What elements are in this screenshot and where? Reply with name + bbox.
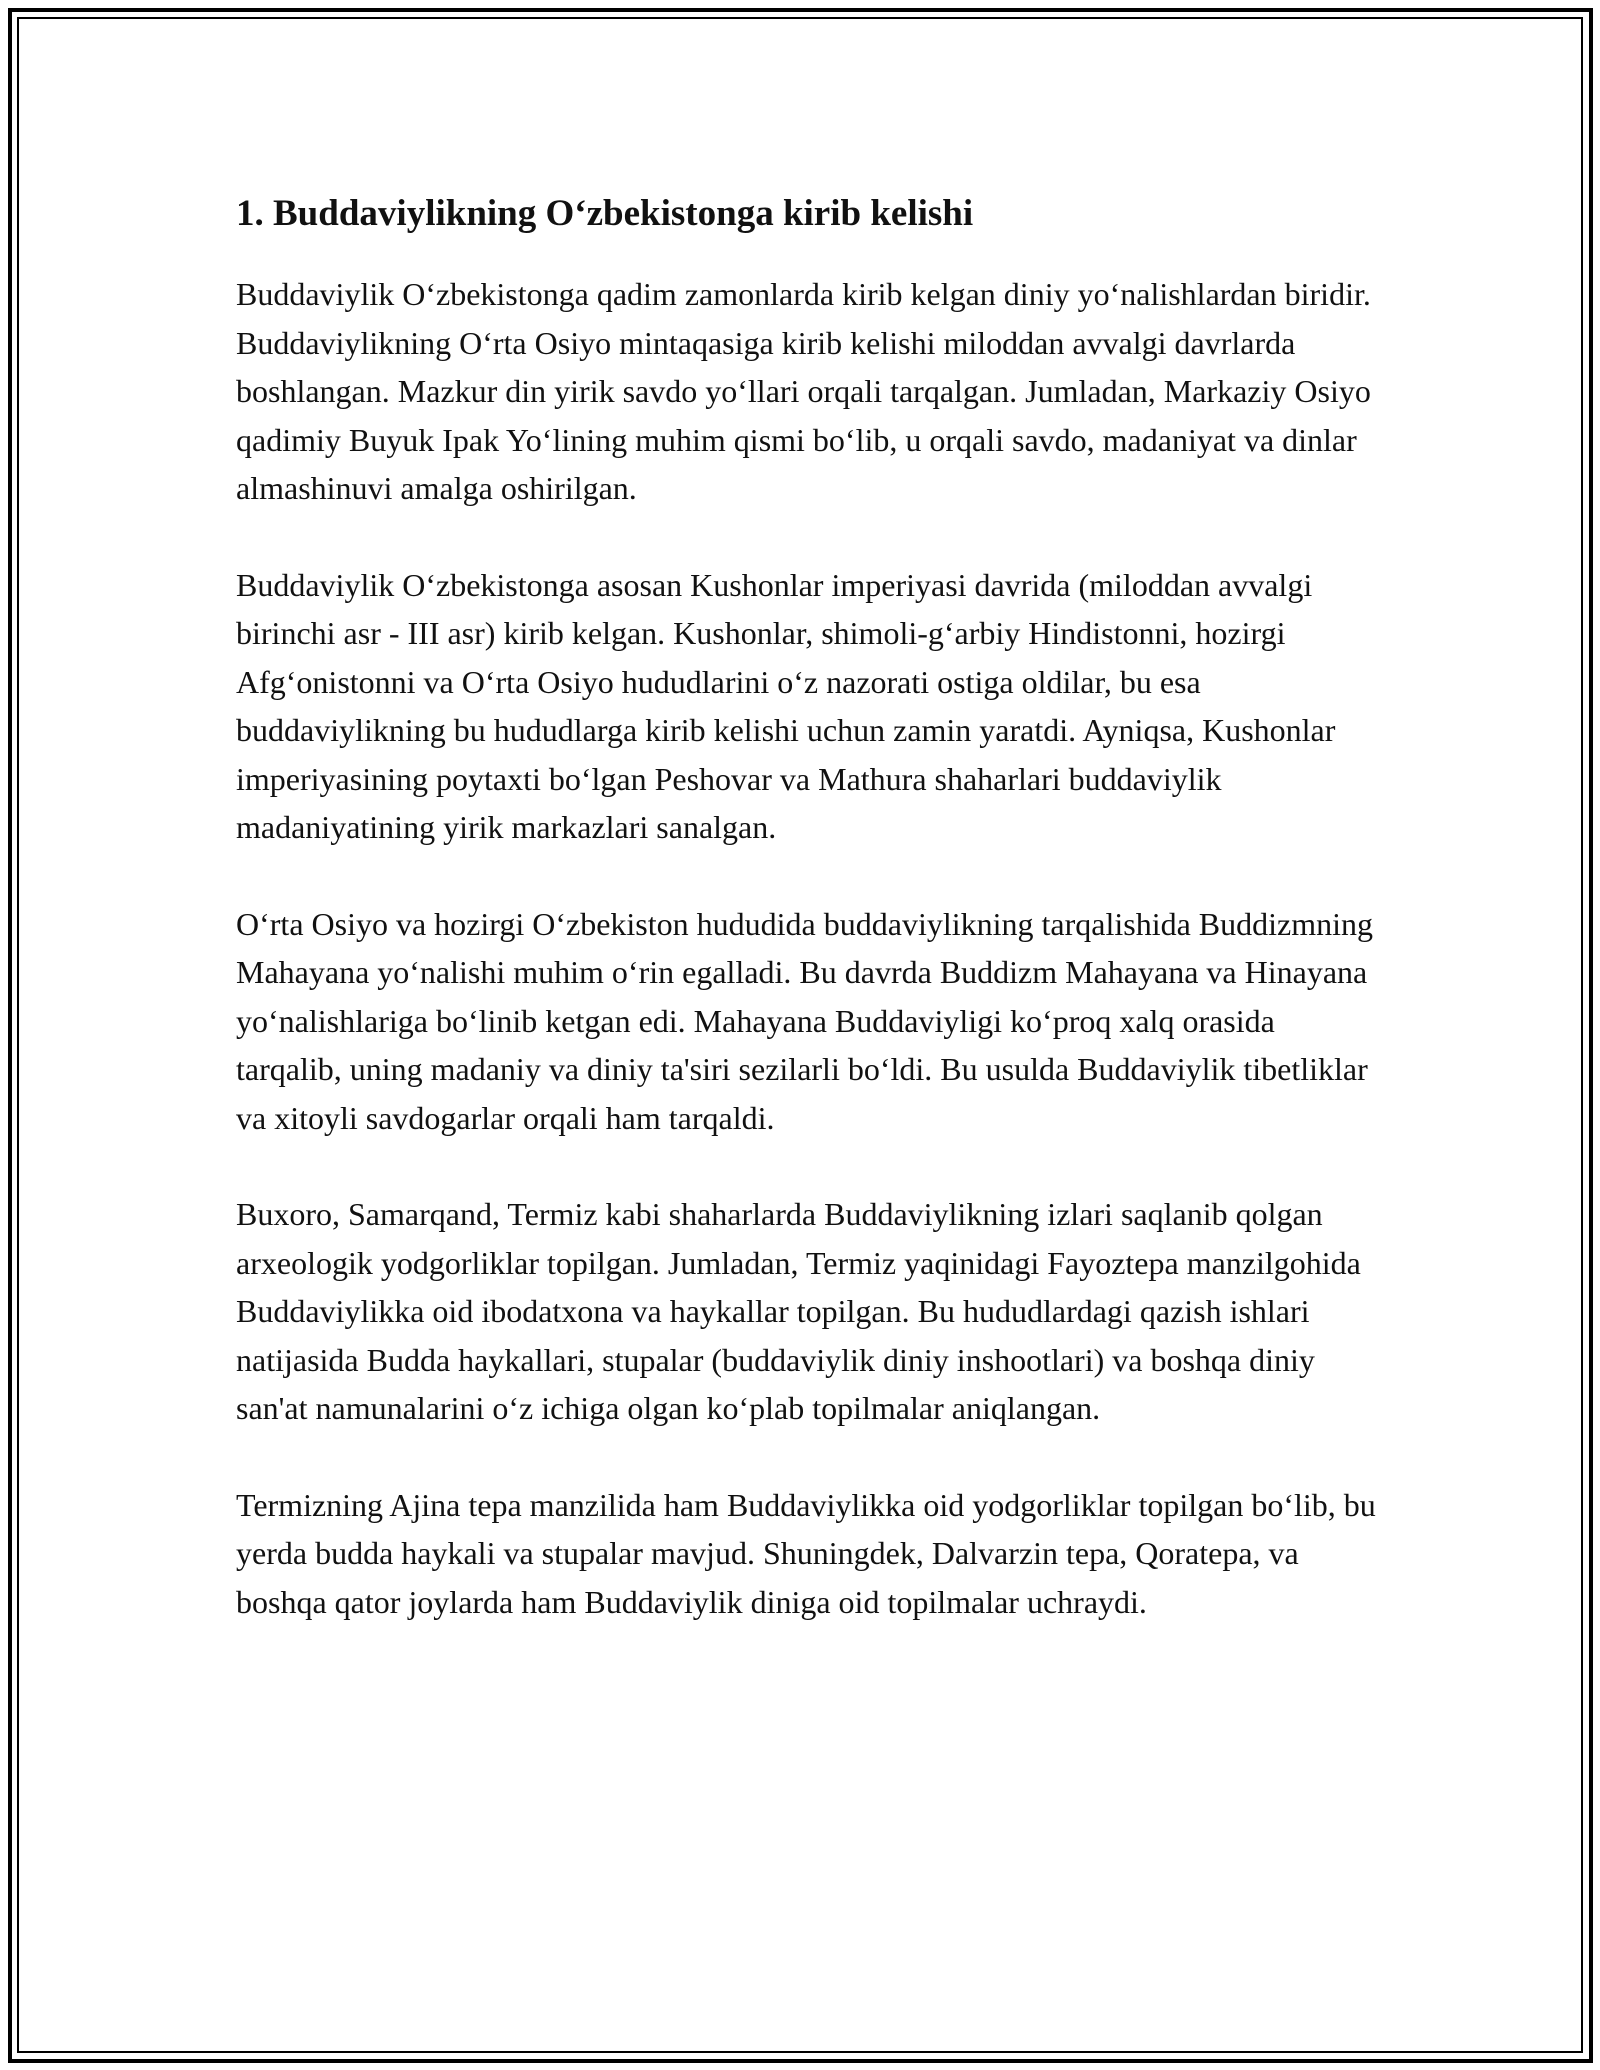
section-title: 1. Buddaviylikning O‘zbekistonga kirib kelishi	[236, 193, 974, 234]
paragraph-archaeology: Buxoro, Samarqand, Termiz kabi shaharlarda Buddaviylikning izlari saqlanib qolgan arxeologik yodgorliklar topilgan. Jumladan, Termiz yaqinidagi Fayoztepa manzilgohida Buddaviylikka oid ibodatxona va haykallar topilgan. Bu hududlardagi qazish ishlari natijasida Budda haykallari, stupalar (buddaviylik diniy inshootlari) va boshqa diniy san'at namunalarini o‘z ichiga olgan ko‘plab topilmalar aniqlangan.	[236, 1196, 1361, 1426]
paragraph-mahayana: O‘rta Osiyo va hozirgi O‘zbekiston hududida buddaviylikning tarqalishida Buddizmning Mahayana yo‘nalishi muhim o‘rin egalladi. Bu davrda Buddizm Mahayana va Hinayana yo‘nalishlariga bo‘linib ketgan edi. Mahayana Buddaviyligi ko‘proq xalq orasida tarqalib, uning madaniy va diniy ta'siri sezilarli bo‘ldi. Bu usulda Buddaviylik tibetliklar va xitoyli savdogarlar orqali ham tarqaldi.	[236, 905, 1373, 1136]
document-body	[236, 188, 1381, 1674]
paragraph-kushan-empire: Buddaviylik O‘zbekistonga asosan Kushonlar imperiyasi davrida (miloddan avvalgi birinchi asr - III asr) kirib kelgan. Kushonlar, shimoli-g‘arbiy Hindistonni, hozirgi Afg‘onistonni va O‘rta Osiyo hududlarini o‘z nazorati ostiga oldilar, bu esa buddaviylikning bu hududlarga kirib kelishi uchun zamin yaratdi. Ayniqsa, Kushonlar imperiyasining poytaxti bo‘lgan Peshovar va Mathura shaharlari buddaviylik madaniyatining yirik markazlari sanalgan.	[236, 566, 1336, 845]
paragraph-introduction: Buddaviylik O‘zbekistonga qadim zamonlarda kirib kelgan diniy yo‘nalishlardan biridir. Buddaviylikning O‘rta Osiyo mintaqasiga kirib kelishi miloddan avvalgi davrlarda boshlangan. Mazkur din yirik savdo yo‘llari orqali tarqalgan. Jumladan, Markaziy Osiyo qadimiy Buyuk Ipak Yo‘lining muhim qismi bo‘lib, u orqali savdo, madaniyat va dinlar almashinuvi amalga oshirilgan.	[236, 276, 1371, 506]
paragraph-ajina-tepa: Termizning Ajina tepa manzilida ham Buddaviylikka oid yodgorliklar topilgan bo‘lib, bu yerda budda haykali va stupalar mavjud. Shuningdek, Dalvarzin tepa, Qoratepa, va boshqa qator joylarda ham Buddaviylik diniga oid topilmalar uchraydi.	[236, 1486, 1376, 1620]
